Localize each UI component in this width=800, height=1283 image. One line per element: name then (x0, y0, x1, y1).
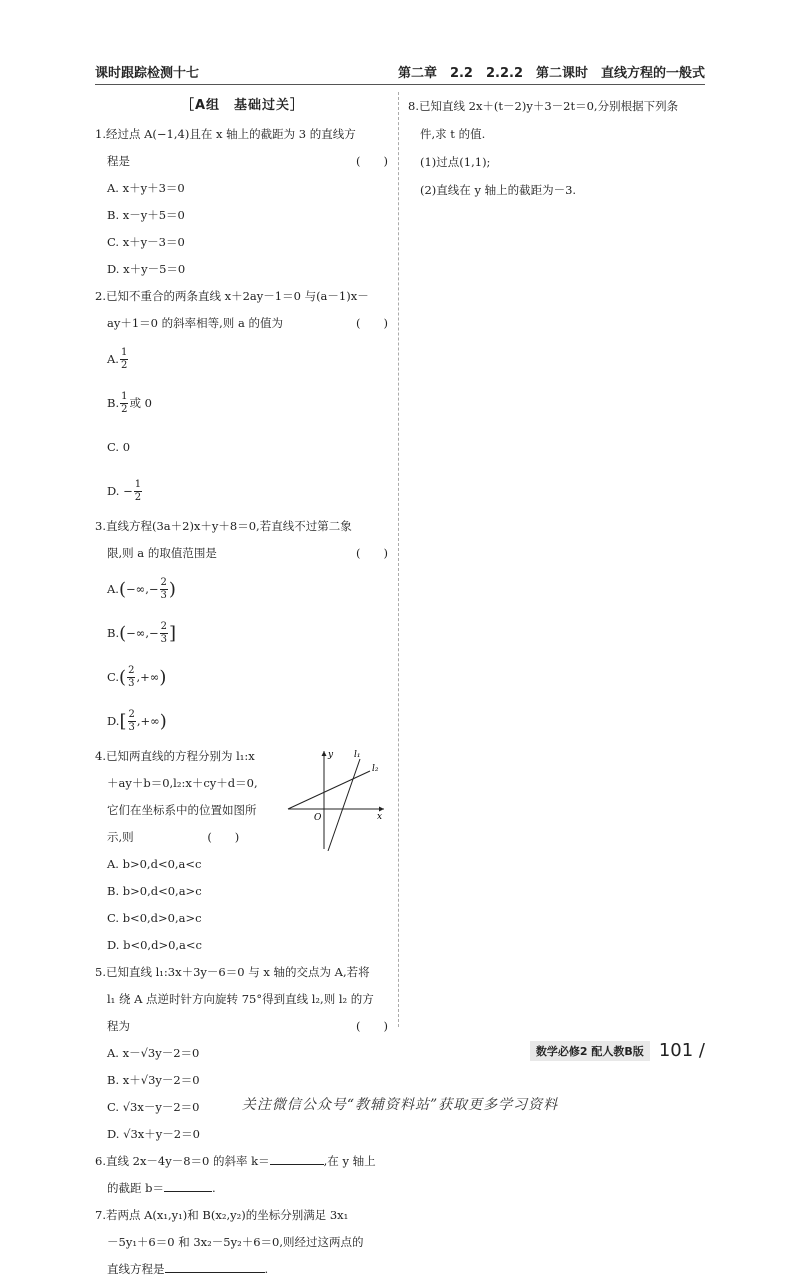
question-3-line-2 (95, 540, 390, 567)
question-5-stem-end: 程为 (107, 1019, 130, 1033)
question-4-line-1: 4.已知两直线的方程分别为 l₁:x (95, 749, 255, 763)
question-6-part-3: 的截距 b＝ (107, 1181, 165, 1195)
question-3 (95, 513, 390, 743)
question-7-part-4: . (264, 1262, 269, 1276)
question-7-line-2: －5y₁＋6＝0 和 3x₂－5y₂＋6＝0,则经过这两点的 (107, 1235, 364, 1249)
open-paren: ( (119, 622, 127, 644)
question-1-stem-end: 程是 (107, 154, 130, 168)
answer-blank-line[interactable] (165, 1272, 265, 1273)
question-2-line-2 (95, 310, 390, 337)
numerator: 2 (160, 576, 167, 588)
option-d-prefix: D. − (107, 483, 133, 498)
question-4-stem-end: 示,则 (107, 830, 134, 844)
page-header (95, 62, 705, 84)
option-b: B. x＋√3y－2＝0 (107, 1073, 200, 1087)
question-8-line-3: (1)过点(1,1); (420, 155, 491, 169)
option-a-interval: −∞,− (126, 581, 159, 596)
question-4-options (95, 851, 390, 959)
page-number: 101 / (658, 1040, 705, 1061)
y-axis-label: y (328, 750, 334, 760)
denominator: 2 (120, 359, 128, 371)
question-6-line-1 (95, 1148, 390, 1175)
question-7 (95, 1202, 390, 1283)
header-rule (95, 84, 705, 85)
option-a-prefix: A. (107, 581, 119, 596)
option-b-interval: −∞,− (126, 625, 159, 640)
numerator: 2 (160, 620, 168, 632)
question-5-line-2: l₁ 绕 A 点逆时针方向旋转 75°得到直线 l₂,则 l₂ 的方 (107, 992, 374, 1006)
answer-paren: ( ) (356, 154, 388, 168)
option-c: C. b<0,d>0,a>c (107, 911, 202, 925)
option-d (107, 699, 257, 743)
question-7-line-1: 7.若两点 A(x₁,y₁)和 B(x₂,y₂)的坐标分别满足 3x₁ (95, 1208, 349, 1222)
question-1-options (95, 175, 390, 283)
page-footer (530, 1040, 705, 1061)
open-paren: ( (119, 666, 127, 688)
question-8 (408, 92, 706, 204)
l2-label: l₂ (372, 764, 379, 774)
question-3-stem-end: 限,则 a 的取值范围是 (107, 546, 217, 560)
option-b-prefix: B. (107, 625, 120, 640)
option-a: A. x＋y＋3＝0 (107, 181, 185, 195)
question-7-part-3: 直线方程是 (107, 1262, 165, 1276)
denominator: 3 (160, 589, 167, 601)
option-a: A. b>0,d<0,a<c (107, 857, 202, 871)
numerator: 2 (128, 708, 135, 720)
question-6 (95, 1148, 390, 1202)
numerator: 2 (128, 664, 135, 676)
option-a: A. x－√3y－2＝0 (107, 1046, 200, 1060)
denominator: 2 (121, 403, 128, 415)
book-tag: 数学必修2 配人教B版 (530, 1041, 650, 1061)
option-c-interval: ,+∞ (136, 669, 160, 684)
option-d: D. b<0,d>0,a<c (107, 938, 202, 952)
option-b: B. x－y＋5＝0 (107, 208, 185, 222)
answer-paren: ( ) (356, 1019, 388, 1033)
question-6-part-1: 6.直线 2x－4y－8＝0 的斜率 k＝ (95, 1154, 270, 1168)
open-bracket: [ (119, 710, 127, 732)
question-2-line-1: 2.已知不重合的两条直线 x＋2ay－1＝0 与(a－1)x－ (95, 289, 369, 303)
option-d-fraction (134, 479, 142, 504)
section-title: ［A组 基础过关］ (180, 98, 305, 113)
option-b-suffix: 或 0 (129, 395, 152, 410)
answer-paren: ( ) (356, 546, 388, 560)
question-6-part-2: ,在 y 轴上 (323, 1154, 376, 1168)
option-c (107, 655, 257, 699)
option-a-prefix: A. (107, 351, 119, 366)
option-a (107, 567, 257, 611)
l1-label: l₁ (354, 750, 361, 760)
denominator: 3 (128, 721, 135, 733)
bottom-note: 关注微信公众号“教辅资料站”获取更多学习资料 (241, 1097, 559, 1113)
y-axis-arrow (322, 751, 327, 756)
question-4-line-3: 它们在坐标系中的位置如图所 (107, 803, 257, 817)
numerator: 1 (120, 346, 128, 358)
line-l1 (328, 759, 360, 851)
coordinate-figure (284, 747, 388, 851)
question-5 (95, 959, 390, 1148)
option-c: C. √3x－y－2＝0 (107, 1100, 200, 1114)
option-b-prefix: B. (107, 395, 120, 410)
question-7-line-3 (95, 1256, 390, 1283)
question-6-line-2 (95, 1175, 390, 1202)
question-6-part-4: . (212, 1181, 216, 1195)
question-2 (95, 283, 390, 513)
open-paren: ( (118, 578, 126, 600)
question-1-line-2 (95, 148, 390, 175)
line-l2 (288, 771, 370, 809)
column-divider (398, 92, 399, 1027)
question-4 (95, 743, 390, 959)
right-column (408, 92, 706, 204)
option-d-fraction (128, 709, 136, 734)
question-5-line-3 (95, 1013, 390, 1040)
numerator: 1 (121, 390, 128, 402)
question-1-line-1: 1.经过点 A(−1,4)且在 x 轴上的截距为 3 的直线方 (95, 127, 356, 141)
option-a-fraction (120, 347, 128, 372)
question-1 (95, 121, 390, 283)
option-c: C. x＋y－3＝0 (107, 235, 185, 249)
option-d (107, 469, 257, 513)
header-left-title: 课时跟踪检测十七 (95, 66, 200, 81)
option-b-fraction (120, 391, 128, 416)
denominator: 2 (134, 491, 142, 503)
option-b-fraction (160, 621, 168, 646)
answer-paren: ( ) (356, 316, 388, 330)
question-8-line-1: 8.已知直线 2x＋(t－2)y＋3－2t＝0,分别根据下列条 (408, 99, 679, 113)
denominator: 3 (160, 633, 168, 645)
answer-blank-b[interactable] (164, 1191, 212, 1192)
option-b (107, 381, 257, 425)
header-right-title: 第二章 2.2 2.2.2 第二课时 直线方程的一般式 (397, 66, 705, 81)
question-4-line-2: ＋ay＋b＝0,l₂:x＋cy＋d＝0, (107, 776, 258, 790)
option-d-interval: ,+∞ (136, 713, 160, 728)
close-paren: ) (168, 578, 176, 600)
question-3-options (95, 567, 390, 743)
question-5-line-1: 5.已知直线 l₁:3x＋3y－6＝0 与 x 轴的交点为 A,若将 (95, 965, 370, 979)
question-2-stem-end: ay＋1＝0 的斜率相等,则 a 的值为 (107, 316, 283, 330)
question-3-line-1: 3.直线方程(3a＋2)x＋y＋8＝0,若直线不过第二象 (95, 519, 352, 533)
numerator: 1 (134, 478, 142, 490)
close-bracket: ] (169, 622, 177, 644)
answer-blank-k[interactable] (270, 1164, 324, 1165)
option-b (107, 611, 257, 655)
option-a (107, 337, 257, 381)
option-c: C. 0 (107, 439, 131, 454)
denominator: 3 (128, 677, 135, 689)
option-a-fraction (160, 577, 168, 602)
option-d: D. √3x＋y－2＝0 (107, 1127, 200, 1141)
close-paren: ) (159, 666, 167, 688)
option-b: B. b>0,d<0,a>c (107, 884, 202, 898)
option-c-fraction (127, 665, 135, 690)
option-d-prefix: D. (107, 713, 120, 728)
answer-paren: ( ) (207, 830, 240, 844)
x-axis-label: x (377, 812, 383, 822)
close-paren: ) (159, 710, 167, 732)
option-c-prefix: C. (107, 669, 120, 684)
question-8-line-2: 件,求 t 的值. (420, 127, 486, 141)
option-d: D. x＋y－5＝0 (107, 262, 186, 276)
question-2-options (95, 337, 390, 513)
origin-label: O (314, 813, 322, 823)
x-axis-arrow (379, 807, 384, 812)
question-8-line-4: (2)直线在 y 轴上的截距为－3. (420, 183, 577, 197)
